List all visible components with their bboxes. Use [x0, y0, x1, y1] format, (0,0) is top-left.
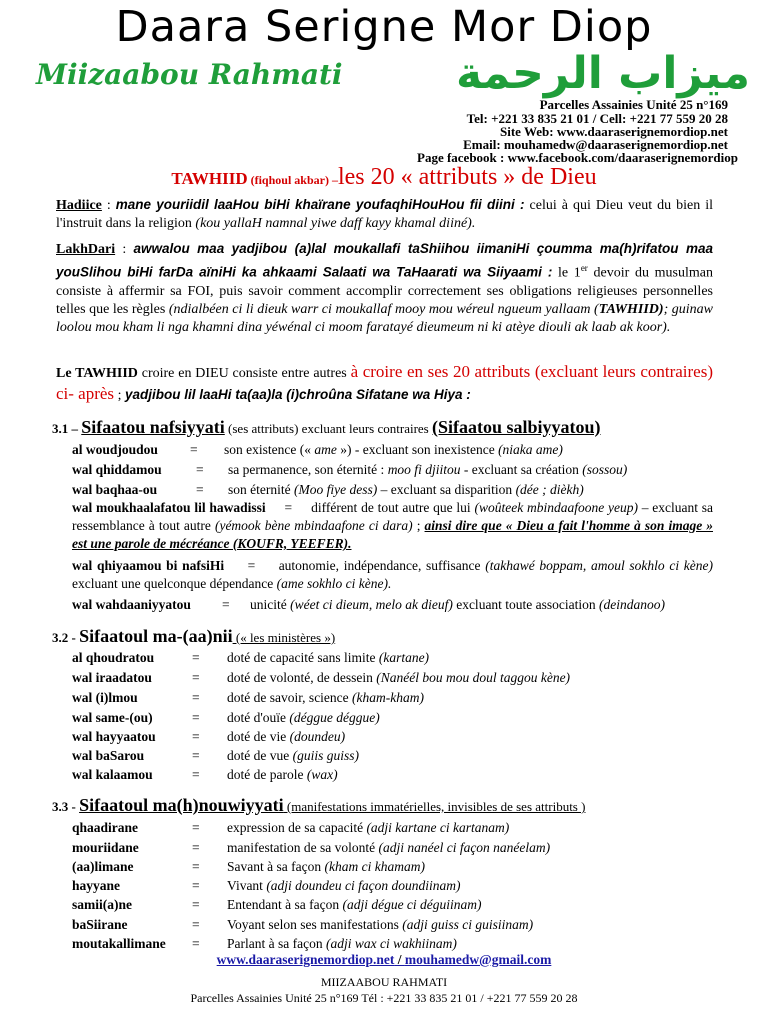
attribute-definition: doté de volonté, de dessein (Nanéél bou mou doul taggou kène)	[227, 670, 571, 685]
attribute-term: wal moukhaalafatou lil hawadissi	[72, 500, 266, 515]
heading-tawhiid: TAWHIID	[171, 169, 248, 188]
footer-email-link[interactable]: mouhamedw@gmail.com	[404, 952, 552, 967]
document-heading	[0, 164, 768, 191]
logo-latin-text: Miizaabou Rahmati	[36, 58, 343, 91]
attribute-definition-2: – excluant sa ressemblance à tout autre	[72, 500, 714, 533]
contact-email: Email: mouhamedw@daaraserignemordiop.net	[463, 137, 728, 152]
attribute-term: wal wahdaaniyyatou	[72, 597, 191, 612]
hadiice-wolof: (kou yallaH namnal yiwe daff kayy khamal diiné).	[195, 216, 476, 231]
attribute-definition: son éternité (Moo fiye dess) – excluant sa disparition (dée ; dièkh)	[228, 482, 584, 497]
attribute-definition: Parlant à sa façon (adji wax ci wakhiinam)	[227, 936, 457, 951]
equals-sign: =	[192, 670, 200, 685]
equals-sign: =	[192, 878, 200, 893]
footer-links	[0, 952, 768, 968]
section-3-1-name: Sifaatou nafsiyyati	[81, 417, 225, 437]
intro-sep: ;	[114, 388, 125, 403]
attribute-term: mouriidane	[72, 840, 139, 855]
attribute-term: wal iraadatou	[72, 670, 152, 685]
intro-text: croire en DIEU consiste entre autres	[137, 366, 351, 381]
page-title: Daara Serigne Mor Diop	[115, 2, 653, 52]
list-item	[72, 557, 713, 593]
contact-website: Site Web: www.daaraserignemordiop.net	[500, 124, 728, 139]
contact-phone: Tel: +221 33 835 21 01 / Cell: +221 77 559 20 28	[466, 111, 728, 126]
lakhdari-paragraph	[56, 240, 713, 337]
attribute-term: (aa)limane	[72, 859, 134, 874]
separator: ;	[412, 518, 425, 533]
section-3-3-rest: (manifestations immatérielles, invisibles de ses attributs )	[283, 799, 586, 814]
lakhdari-sup: er	[580, 263, 588, 273]
attribute-term: al woudjoudou	[72, 442, 158, 457]
lakhdari-arabic: awwalou maa yadjibou (a)lal moukallafi taShiihou iimaniHi çoumma ma(h)rifatou maa youSlihou biHi farDa aïniHi ka ahkaami Salaati wa TaHaarati wa Siiyaami :	[56, 241, 714, 280]
attribute-definition: manifestation de sa volonté (adji nanéel ci façon nanéelam)	[227, 840, 551, 855]
lakhdari-wolof2: ; guinaw loolou mou kham li nga khamni dina yéwénal ci moom faratayé dieumeum ni ki atèye diouli ak laab ak koor).	[56, 301, 713, 335]
heading-subtitle: (fiqhoul akbar) –	[247, 173, 338, 187]
attribute-definition: sa permanence, son éternité : moo fi djiitou - excluant sa création (sossou)	[228, 462, 628, 477]
heading-attributes: les 20 « attributs » de Dieu	[337, 164, 597, 190]
equals-sign: =	[192, 840, 200, 855]
equals-sign: =	[247, 558, 256, 573]
footer-separator: /	[394, 952, 405, 967]
section-3-1-name2: (Sifaatou salbiyyatou)	[432, 417, 601, 437]
wolof-text-2: (yémook bène mbindaafone ci dara)	[214, 518, 413, 533]
lakhdari-wolof1: (ndialbéen ci li dieuk warr ci moukallaf mooy mou wéreul ngueum yallaam (	[168, 301, 599, 317]
lakhdari-tawhiid: TAWHIID)	[598, 301, 664, 317]
wolof-text: (takhawé boppam, amoul sokhlo ci kène)	[485, 558, 713, 573]
attribute-term: samii(a)ne	[72, 897, 132, 912]
attribute-term: moutakallimane	[72, 936, 166, 951]
attribute-definition: Voyant selon ses manifestations (adji guiss ci guisiinam)	[227, 917, 534, 932]
attribute-term: wal baSarou	[72, 748, 145, 763]
equals-sign: =	[192, 650, 200, 665]
section-3-2-title	[52, 626, 335, 647]
attribute-definition: son existence (« ame ») - excluant son inexistence (niaka ame)	[224, 442, 563, 457]
attribute-term: wal kalaamou	[72, 767, 153, 782]
lakhdari-french2: devoir du musulman consiste à affermir sa FOI, puis savoir comment accomplir correctement ses obligations religieuses personnelles telles que les règles	[56, 265, 713, 317]
attribute-definition: expression de sa capacité (adji kartane ci kartanam)	[227, 820, 510, 835]
attribute-definition: doté de vie (doundeu)	[227, 729, 346, 744]
equals-sign: =	[192, 748, 200, 763]
attribute-term: wal baqhaa-ou	[72, 482, 158, 497]
hadiice-arabic: mane youriidil laaHou biHi khaïrane youfaqhiHouHou fii diini :	[115, 197, 525, 212]
equals-sign: =	[222, 597, 230, 612]
attribute-definition: unicité (wéet ci dieum, melo ak dieuf) excluant toute association (deindanoo)	[250, 597, 666, 612]
section-3-2-rest: (« les ministères »)	[232, 630, 336, 645]
hadiice-colon: :	[101, 198, 116, 213]
section-3-3-number: 3.3 -	[52, 799, 80, 814]
equals-sign: =	[192, 859, 200, 874]
equals-sign: =	[192, 820, 200, 835]
section-3-2-name: Sifaatoul ma-(aa)nii	[79, 626, 233, 646]
attribute-definition: Vivant (adji doundeu ci façon doundiinam)	[227, 878, 461, 893]
attribute-definition: Entendant à sa façon (adji dégue ci déguiinam)	[227, 897, 482, 912]
attribute-definition: autonomie, indépendance, suffisance	[278, 558, 486, 573]
attribute-term: wal same-(ou)	[72, 710, 153, 725]
equals-sign: =	[196, 482, 204, 497]
attribute-term: wal hayyaatou	[72, 729, 156, 744]
attribute-definition: différent de tout autre que lui	[311, 500, 475, 515]
intro-tawhiid: Le TAWHIID	[56, 366, 138, 381]
equals-sign: =	[192, 897, 200, 912]
attribute-term: hayyane	[72, 878, 121, 893]
wolof-text-2: (ame sokhlo ci kène).	[276, 576, 392, 591]
attribute-definition-2: excluant une quelconque dépendance	[72, 576, 277, 591]
attribute-term: baSiirane	[72, 917, 128, 932]
hadiice-french: celui à qui Dieu veut du bien il l'instruit dans la religion	[56, 198, 714, 231]
intro-red-text: à croire en ses 20 attributs (excluant leurs contraires) ci- après	[56, 362, 713, 403]
hadiice-label: Hadiice	[56, 198, 102, 213]
equals-sign: =	[192, 917, 200, 932]
equals-sign: =	[192, 729, 200, 744]
section-3-1-number: 3.1 –	[52, 421, 82, 436]
hadiice-paragraph	[56, 196, 713, 233]
attribute-definition: doté de parole (wax)	[227, 767, 338, 782]
section-3-1-title	[52, 417, 601, 438]
intro-paragraph	[56, 362, 713, 406]
lakhdari-french1: le 1	[552, 265, 581, 281]
section-3-3-title	[52, 795, 585, 816]
attribute-term: qhaadirane	[72, 820, 139, 835]
intro-arabic: yadjibou lil laaHi ta(aa)la (i)chroûna Sifatane wa Hiya :	[124, 387, 471, 402]
wolof-text: (woûteek mbindaafoone yeup)	[474, 500, 638, 515]
attribute-term: al qhoudratou	[72, 650, 155, 665]
lakhdari-label: LakhDari	[56, 242, 116, 257]
attribute-term: wal (i)lmou	[72, 690, 138, 705]
equals-sign: =	[190, 442, 198, 457]
footer-name: MIIZAABOU RAHMATI	[320, 975, 448, 989]
equals-sign: =	[192, 767, 200, 782]
equals-sign: =	[192, 710, 200, 725]
equals-sign: =	[192, 936, 200, 951]
footer-website-link[interactable]: www.daaraserignemordiop.net	[216, 952, 395, 967]
attribute-definition: Savant à sa façon (kham ci khamam)	[227, 859, 425, 874]
list-item	[72, 499, 713, 553]
equals-sign: =	[196, 462, 204, 477]
section-3-3-name: Sifaatoul ma(h)nouwiyyati	[79, 795, 284, 815]
emphasis-note: ainsi dire que « Dieu a fait l'homme à son image » est une parole de mécréance (KOUFR, YEEFER).	[72, 518, 713, 551]
attribute-definition: doté de capacité sans limite (kartane)	[227, 650, 430, 665]
equals-sign: =	[192, 690, 200, 705]
contact-facebook: Page facebook : www.facebook.com/daaraserignemordiop	[417, 150, 738, 165]
equals-sign: =	[284, 500, 293, 515]
logo-arabic-text: ميزاب الرحمة	[455, 48, 750, 99]
attribute-definition: doté d'ouïe (déggue déggue)	[227, 710, 380, 725]
section-3-1-mid: (ses attributs) excluant leurs contraires	[224, 421, 432, 436]
attribute-term: wal qhiyaamou bi nafsiHi	[72, 558, 225, 573]
attribute-definition: doté de savoir, science (kham-kham)	[227, 690, 425, 705]
lakhdari-colon: :	[115, 242, 134, 257]
attribute-term: wal qhiddamou	[72, 462, 162, 477]
footer-address: Parcelles Assainies Unité 25 n°169 Tél : +221 33 835 21 01 / +221 77 559 20 28	[190, 991, 578, 1005]
attribute-definition: doté de vue (guiis guiss)	[227, 748, 359, 763]
section-3-2-number: 3.2 -	[52, 630, 80, 645]
contact-address: Parcelles Assainies Unité 25 n°169	[539, 97, 728, 112]
